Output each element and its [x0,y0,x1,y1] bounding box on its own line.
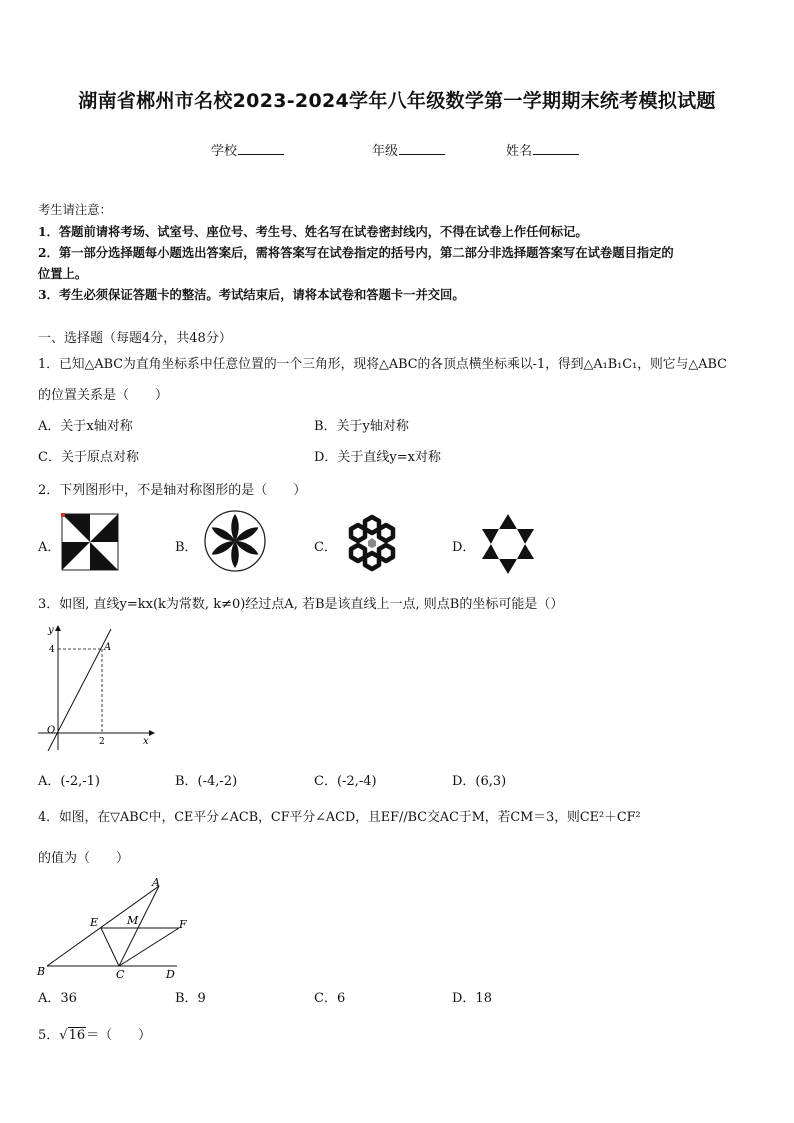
y-tick-label: 4 [49,645,55,655]
star-of-david-figure [477,512,539,576]
name-field[interactable]: 姓名 [506,140,579,159]
q3-stem: 3．如图, 直线y=kx(k为常数, k≠0)经过点A, 若B是该直线上一点, 则点B的坐标可能是（） [38,597,564,612]
notice-item: 位置上。 [38,266,88,281]
sqrt-symbol: √ [59,1028,68,1043]
grade-field[interactable]: 年级 [372,140,445,159]
q4-option-b[interactable]: B．9 [175,991,206,1006]
pinwheel-figure [61,513,119,571]
q1-stem-line1: 1．已知△ABC为直角坐标系中任意位置的一个三角形，现将△ABC的各顶点横坐标乘以-1，得到△A₁B₁C₁，则它与△ABC [38,357,727,372]
origin-label: O [47,725,56,736]
q4-stem-line1: 4．如图，在▽ABC中，CE平分∠ACB，CF平分∠ACD，且EF//BC交AC于M，若CM＝3，则CE²＋CF² [38,810,641,825]
q3-option-a[interactable]: A．(-2,-1) [38,774,100,789]
hexagon-ring-figure [338,512,406,574]
x-axis-label: x [143,736,149,747]
label-c: C [116,968,125,981]
segment-ac [119,886,159,966]
q3-option-b[interactable]: B．(-4,-2) [175,774,238,789]
q3-option-c[interactable]: C．(-2,-4) [314,774,377,789]
notice-heading: 考生请注意： [38,203,112,217]
label-f: F [179,918,187,931]
page-title: 湖南省郴州市名校2023-2024学年八年级数学第一学期期末统考模拟试题 [78,90,716,112]
q1-option-a[interactable]: A．关于x轴对称 [38,419,133,434]
q4-stem-line2: 的值为（ ） [38,851,130,866]
q1-option-d[interactable]: D．关于直线y=x对称 [314,450,441,465]
q5-stem: 5．√16＝（ ） [38,1028,152,1043]
sqrt-radicand: 16 [68,1028,86,1043]
q4-triangle-figure [34,872,194,984]
q2-option-a-label[interactable]: A． [38,540,61,555]
q3-coordinate-graph [36,620,166,752]
q2-option-c-label[interactable]: C． [314,540,337,555]
label-e: E [90,916,99,929]
notice-item: 1．答题前请将考场、试室号、座位号、考生号、姓名写在试卷密封线内，不得在试卷上作任何标记。 [38,224,588,239]
leaf-circle-figure [203,509,267,573]
q4-option-a[interactable]: A．36 [38,991,77,1006]
q2-stem: 2．下列图形中，不是轴对称图形的是（ ） [38,483,307,498]
label-b: B [37,965,46,978]
label-a: A [152,876,160,889]
x-tick-label: 2 [99,737,105,747]
exam-notice [38,200,758,305]
q3-option-d[interactable]: D．(6,3) [452,774,507,789]
point-a-label: A [104,642,112,653]
label-d: D [166,968,175,981]
notice-item: 2．第一部分选择题每小题选出答案后，需将答案写在试卷指定的括号内，第二部分非选择题答案写在试卷题目指定的 [38,245,674,260]
q2-option-b-label[interactable]: B． [175,540,198,555]
q1-stem-line2: 的位置关系是（ ） [38,388,169,403]
segment-ec [101,928,119,966]
y-axis-label: y [48,625,54,636]
q4-option-c[interactable]: C．6 [314,991,346,1006]
section-heading: 一、选择题（每题4分，共48分） [38,331,232,346]
label-m: M [127,914,139,927]
q4-option-d[interactable]: D．18 [452,991,492,1006]
segment-ba [47,886,159,966]
notice-item: 3．考生必须保证答题卡的整洁。考试结束后，请将本试卷和答题卡一并交回。 [38,287,465,302]
q1-option-c[interactable]: C．关于原点对称 [38,450,139,465]
q2-option-d-label[interactable]: D． [452,540,476,555]
school-field[interactable]: 学校 [211,140,284,159]
q1-option-b[interactable]: B．关于y轴对称 [314,419,409,434]
